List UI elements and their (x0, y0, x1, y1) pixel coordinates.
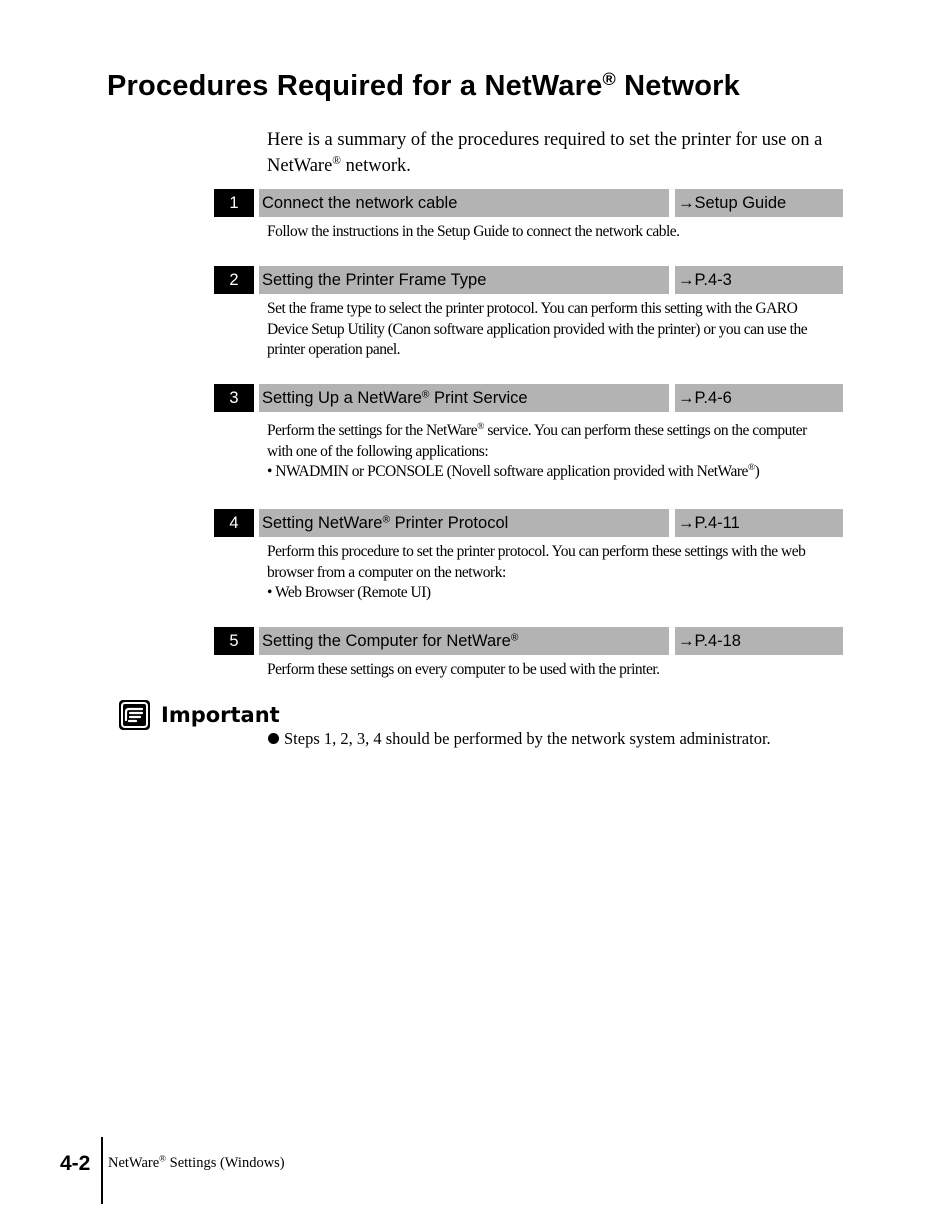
description-line (267, 462, 843, 483)
important-item-text: Steps 1, 2, 3, 4 should be performed by the network system administrator. (284, 729, 771, 748)
description-line (267, 660, 843, 681)
page-title-suffix: Network (615, 70, 740, 102)
description-text: Perform this procedure to set the printer protocol. You can perform these settings with the web (267, 543, 806, 560)
step-page-reference: →P.4-11 (675, 509, 843, 537)
important-heading: Important (161, 703, 280, 727)
step-number: 3 (214, 384, 254, 412)
step-number: 1 (214, 189, 254, 217)
step-header (214, 266, 843, 294)
step-number: 5 (214, 627, 254, 655)
registered-mark: ® (510, 632, 519, 644)
step-number: 4 (214, 509, 254, 537)
description-text: printer operation panel. (267, 341, 401, 358)
description-line (267, 583, 843, 604)
step-title-text: Setting Up a NetWare (262, 389, 422, 407)
step-title-text: Setting the Printer Frame Type (262, 271, 487, 289)
step-description (267, 660, 843, 681)
description-text: Perform these settings on every computer to be used with the printer. (267, 661, 660, 678)
registered-mark: ® (159, 1153, 166, 1164)
registered-mark: ® (382, 514, 390, 526)
step-description (267, 222, 843, 243)
step-3 (214, 384, 843, 483)
description-line (267, 442, 843, 463)
pointing-hand-icon-graphic (119, 700, 150, 730)
step-title (259, 189, 669, 217)
description-text: Set the frame type to select the printer protocol. You can perform this setting with the GARO (267, 300, 798, 317)
description-text: • NWADMIN or PCONSOLE (Novell software application provided with NetWare (267, 463, 748, 480)
description-line (267, 222, 843, 243)
intro-text-end: network. (341, 156, 411, 176)
description-text-end: service. You can perform these settings on the computer (483, 422, 807, 439)
step-header (214, 189, 843, 217)
step-header (214, 509, 843, 537)
step-title (259, 266, 669, 294)
step-1 (214, 189, 843, 243)
step-page-reference: →Setup Guide (675, 189, 843, 217)
description-text: Device Setup Utility (Canon software application provided with the printer) or you can use the (267, 320, 808, 338)
bullet-dot (268, 733, 279, 744)
step-title-suffix: Printer Protocol (389, 514, 509, 532)
step-description (267, 421, 843, 483)
description-line (267, 421, 843, 442)
footer-text: NetWare (108, 1155, 160, 1171)
pointing-hand-icon (119, 700, 150, 730)
description-line (267, 340, 843, 361)
step-header (214, 627, 843, 655)
registered-mark: ® (747, 462, 755, 474)
footer-section-title (108, 1155, 285, 1172)
description-text-end: ) (754, 463, 760, 480)
footer-divider (101, 1137, 103, 1204)
description-text: with one of the following applications: (267, 442, 489, 460)
description-line (267, 563, 843, 584)
page-number: 4-2 (60, 1152, 91, 1175)
step-title (259, 384, 669, 412)
description-text: browser from a computer on the network: (267, 563, 506, 581)
step-title-text: Setting NetWare (262, 514, 383, 532)
step-title (259, 627, 669, 655)
step-4 (214, 509, 843, 604)
registered-mark: ® (421, 389, 430, 401)
step-2 (214, 266, 843, 361)
step-title-text: Setting the Computer for NetWare (262, 632, 511, 650)
description-text: Follow the instructions in the Setup Guide to connect the network cable. (267, 223, 680, 240)
step-description (267, 299, 843, 361)
footer-text-end: Settings (Windows) (166, 1155, 285, 1171)
step-page-reference: →P.4-6 (675, 384, 843, 412)
step-title (259, 509, 669, 537)
step-number: 2 (214, 266, 254, 294)
step-title-text: Connect the network cable (262, 194, 458, 212)
step-description (267, 542, 843, 604)
step-5 (214, 627, 843, 681)
step-header (214, 384, 843, 412)
description-line (267, 320, 843, 341)
step-page-reference: →P.4-18 (675, 627, 843, 655)
page-title-text: Procedures Required for a NetWare (107, 70, 603, 102)
description-text: Perform the settings for the NetWare (267, 422, 478, 439)
step-page-reference: →P.4-3 (675, 266, 843, 294)
description-line (267, 542, 843, 563)
description-text: • Web Browser (Remote UI) (267, 584, 431, 601)
registered-mark: ® (602, 69, 616, 90)
important-bullet-item (268, 728, 848, 750)
page-title (107, 70, 740, 103)
registered-mark: ® (332, 155, 341, 168)
intro-paragraph (267, 127, 842, 179)
description-line (267, 299, 843, 320)
registered-mark: ® (477, 421, 484, 433)
step-title-suffix: Print Service (429, 389, 528, 407)
intro-text: Here is a summary of the procedures required to set the printer for use on a NetWare (267, 130, 823, 176)
